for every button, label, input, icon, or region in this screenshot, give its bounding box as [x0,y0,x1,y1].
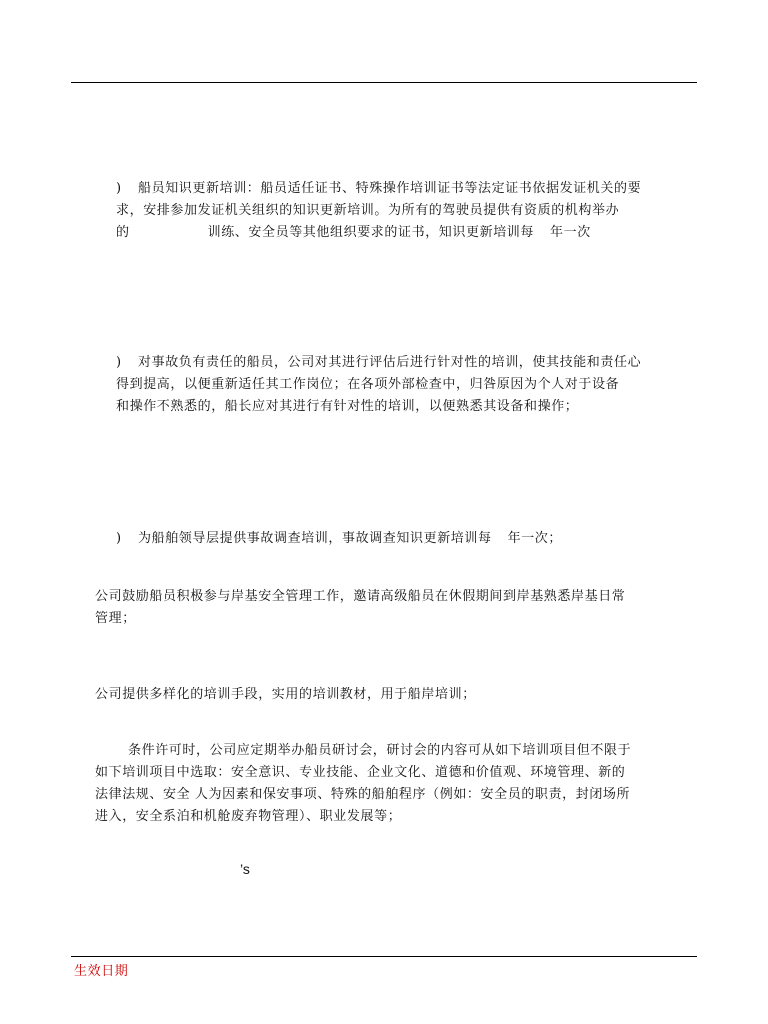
line-text: 公司鼓励船员积极参与岸基安全管理工作，邀请高级船员在休假期间到岸基熟悉岸基日常 [95,589,626,604]
text-line [95,784,697,806]
paragraph-shore-management-participation [95,586,697,630]
line-text: 对事故负有责任的船员，公司对其进行评估后进行针对性的培训，使其技能和责任心 [138,355,642,370]
list-marker: ) [116,355,122,370]
text-line [116,396,696,418]
line-text: 为船舶领导层提供事故调查培训，事故调查知识更新培训每 [138,531,492,546]
text-line [116,222,696,244]
line-text: 年一次 [550,225,591,240]
text-line [95,608,697,630]
line-text: 法律法规、安全 人为因素和保安事项、特殊的船舶程序（例如：安全员的职责，封闭场所 [95,787,631,802]
line-text: 如下培训项目中选取：安全意识、专业技能、企业文化、道德和价值观、环境管理、新的 [95,765,626,780]
stray-text: ’s [240,861,250,877]
text-line [95,762,697,784]
line-text: 条件许可时，公司应定期举办船员研讨会，研讨会的内容可从如下培训项目但不限于 [128,743,632,758]
list-marker: ) [116,531,122,546]
line-text: 管理； [95,611,136,626]
list-marker: ) [116,181,122,196]
text-line [95,684,697,706]
paragraph-training-methods [95,684,697,706]
paragraph-crew-seminar [95,740,697,828]
effective-date-label: 生效日期 [74,964,129,979]
text-line [116,528,696,550]
text-line [116,374,696,396]
text-line [116,178,696,200]
line-text: 的 [116,225,130,240]
paragraph-knowledge-update-training [116,178,696,244]
text-line [95,586,697,608]
text-line [116,200,696,222]
line-text: 和操作不熟悉的，船长应对其进行有针对性的培训，以便熟悉其设备和操作； [116,399,579,414]
line-text: 公司提供多样化的培训手段，实用的培训教材，用于船岸培训； [95,687,476,702]
line-text: 训练、安全员等其他组织要求的证书，知识更新培训每 [207,225,535,240]
paragraph-accident-responsibility-training [116,352,696,418]
header-rule [71,82,697,83]
line-text: 求，安排参加发证机关组织的知识更新培训。为所有的驾驶员提供有资质的机构举办 [116,203,620,218]
line-text: 年一次； [507,531,563,546]
paragraph-accident-investigation-training [116,528,696,550]
text-line [95,806,697,828]
text-line [116,352,696,374]
footer-rule [71,956,697,957]
line-text: 进入，安全系泊和机舱废弃物管理）、职业发展等； [95,809,402,824]
line-text: 船员知识更新培训：船员适任证书、特殊操作培训证书等法定证书依据发证机关的要 [138,181,642,196]
line-text: 得到提高，以便重新适任其工作岗位；在各项外部检查中，归咎原因为个人对于设备 [116,377,620,392]
text-line [95,740,697,762]
